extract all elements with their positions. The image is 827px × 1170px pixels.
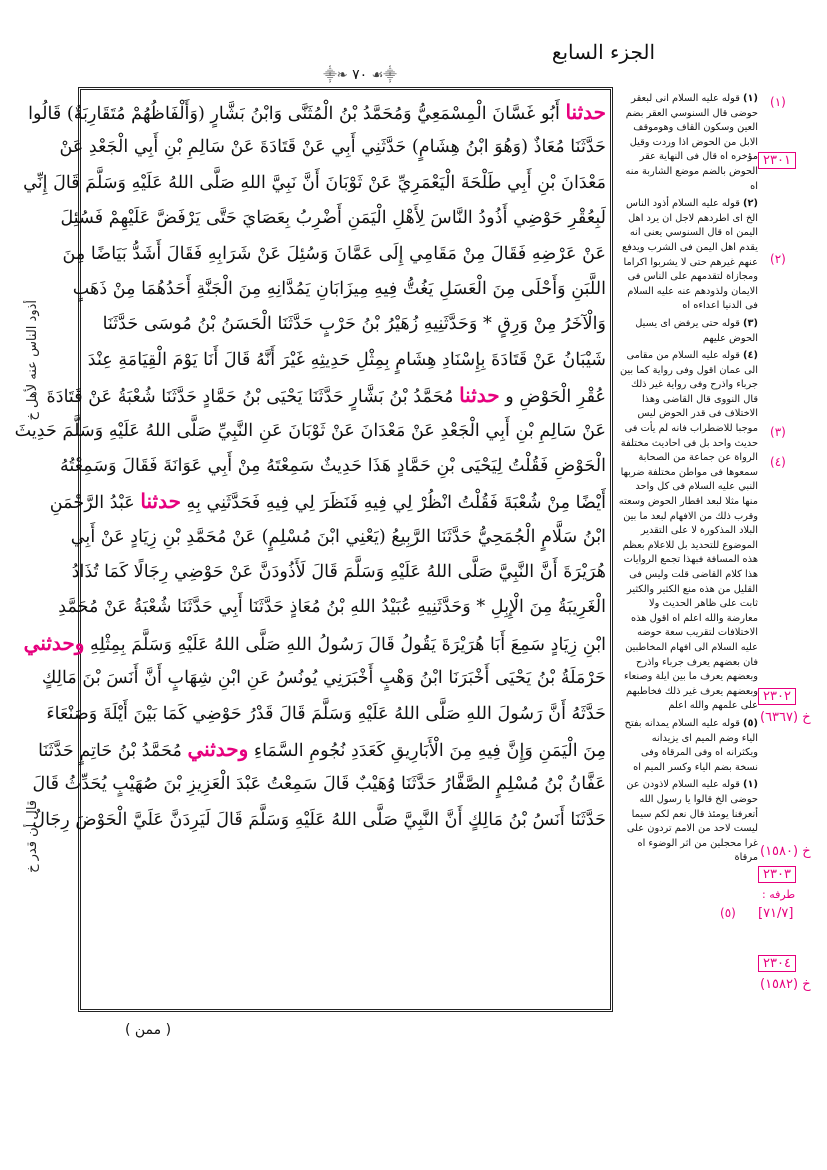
- tarfuh-label: طرفه :: [762, 888, 796, 901]
- notes-column: [618, 92, 758, 1102]
- text-line: لَبِعُقْرِ حَوْضِي أَذُودُ النَّاسَ لِأَهْلِ الْيَمَنِ أَضْرِبُ بِعَصَايَ حَتَّى يَرْفَضَّ عَلَيْهِمْ فَسُئِلَ: [60, 208, 606, 229]
- text-line: اللَّبَنِ وَأَحْلَى مِنَ الْعَسَلِ يَغُتُّ فِيهِ مِيزَابَانِ يَمُدَّانِهِ مِنَ الْجَنَّةِ أَحَدُهُمَا مِنْ ذَهَبٍ: [72, 278, 606, 299]
- note-ref-number: (٢): [770, 252, 786, 266]
- ornament-left-icon: ⸎❧: [323, 68, 348, 83]
- text-line: حَدَّثَهُ أَنَّ رَسُولَ اللهِ صَلَّى اللهُ عَلَيْهِ وَسَلَّمَ قَالَ قَدْرُ حَوْضِي كَمَا بَيْنَ أَيْلَةَ وَصَنْعَاءَ: [46, 703, 606, 724]
- note-ref-number: (٥): [720, 906, 736, 920]
- footnote-number: (٢): [743, 198, 758, 210]
- footnote-text: قوله عليه السلام أذود الناس الخ اى اطردهم لاجل ان يرد اهل اليمن اه قال السنوسي يعنى انه يقدم اهل اليمن فى الشرب ويدفع عنهم غيرهم حتى لا يشربوا اكراما ومجازاة لتقدمهم على الناس فى الايمان ولذودهم عنه عليه السلام فى الدنيا اعداءه اه: [622, 198, 758, 312]
- text-line: حَرْمَلَةُ بْنُ يَحْيَى أَخْبَرَنَا ابْنُ وَهْبٍ أَخْبَرَنِي يُونُسُ عَنِ ابْنِ شِهَابٍ أَنَّ أَنَسَ بْنَ مَالِكٍ: [41, 668, 606, 689]
- rubric-word: حدثنا: [140, 489, 181, 514]
- footnote: [618, 778, 758, 866]
- footnote-number: (٤): [743, 350, 758, 362]
- text-line: ابْنِ زِيَادٍ سَمِعَ أَبَا هُرَيْرَةَ يَقُولُ قَالَ رَسُولُ اللهِ صَلَّى اللهُ عَلَيْهِ وَسَلَّمَ بِمِثْلِهِ وحدثني: [23, 630, 606, 655]
- footnote-text: قوله عليه السلام لاذودن عن حوضى الخ قالوا يا رسول الله أتعرفنا يومئذ قال نعم لكم سيما ليست لاحد من الامم تردون على غرا محجلين من اثر الوضوء اه مرقاة: [626, 779, 758, 864]
- hadith-ref-box: ٢٣٠١: [758, 152, 796, 169]
- rubric-word: حدثنا: [565, 100, 606, 124]
- hadith-ref-box: ٢٣٠٤: [758, 955, 796, 972]
- footnote: [618, 717, 758, 775]
- rubric-word: حدثنا: [459, 383, 500, 408]
- hadith-ref-box: ٢٣٠٣: [758, 866, 796, 883]
- footnote-number: (٣): [743, 317, 758, 329]
- note-ref-number: (٣): [770, 425, 786, 439]
- rubric-word: وحدثني: [187, 737, 249, 762]
- text-line: أَيْضًا مِنْ شُعْبَةَ فَقُلْتُ انْظُرْ لِي فِيهِ فَنَظَرَ لِي فِيهِ فَحَدَّثَنِي بِهِ حدثنا عَبْدُ الرَّحْمَنِ: [49, 489, 606, 514]
- text-line: مَعْدَانَ بْنِ أَبِي طَلْحَةَ الْيَعْمَرِيِّ عَنْ ثَوْبَانَ أَنَّ نَبِيَّ اللهِ صَلَّى اللهُ عَلَيْهِ وَسَلَّمَ قَالَ إِنِّي: [23, 172, 606, 193]
- bukhari-ref: خ (١٥٨٠): [760, 844, 811, 859]
- footnote-text: قوله عليه السلام يمدانه بفتح الياء وضم الميم اى يزيدانه ويكثرانه اه وفى المرقاة وفى نسخة بضم الياء وكسر الميم اه: [624, 717, 758, 773]
- footnote: [618, 317, 758, 346]
- text-line: عَنْ سَالِمِ بْنِ أَبِي الْجَعْدِ عَنْ مَعْدَانَ عَنْ ثَوْبَانَ عَنِ النَّبِيِّ صَلَّى اللهُ عَلَيْهِ وَسَلَّمَ حَدِيثَ: [14, 420, 606, 441]
- book-title: الجزء السابع: [551, 40, 655, 64]
- footnote: [618, 197, 758, 314]
- text-line: وَالْآخَرُ مِنْ وَرِقٍ * وَحَدَّثَنِيهِ زُهَيْرُ بْنُ حَرْبٍ حَدَّثَنَا الْحَسَنُ بْنُ مُوسَى حَدَّثَنَا: [102, 314, 606, 335]
- side-note-left-top: أذود الناس عنه لأهل خ: [25, 300, 40, 421]
- text-line: حَدَّثَنَا مُعَاذٌ (وَهُوَ ابْنُ هِشَامٍ) حَدَّثَنِي أَبِي عَنْ قَتَادَةَ عَنْ سَالِمِ بْنِ أَبِي الْجَعْدِ عَنْ: [59, 137, 606, 158]
- note-ref-number: (١): [770, 95, 786, 109]
- text-line: عَفَّانُ بْنُ مُسْلِمٍ الصَّفَّارُ حَدَّثَنَا وُهَيْبٌ قَالَ سَمِعْتُ عَبْدَ الْعَزِيزِ بْنَ صُهَيْبٍ يُحَدِّثُ قَالَ: [32, 774, 606, 795]
- text-line: حَدَّثَنَا أَنَسُ بْنُ مَالِكٍ أَنَّ النَّبِيَّ صَلَّى اللهُ عَلَيْهِ وَسَلَّمَ قَالَ لَيَرِدَنَّ عَلَيَّ الْحَوْضَ رِجَالٌ: [32, 809, 606, 830]
- text-line: عَنْ عَرْضِهِ فَقَالَ مِنْ مَقَامِي إِلَى عَمَّانَ وَسُئِلَ عَنْ شَرَابِهِ فَقَالَ أَشَدُّ بَيَاضًا مِنَ: [62, 243, 606, 264]
- footnote: [618, 349, 758, 714]
- text-line: مِنَ الْيَمَنِ وَإِنَّ فِيهِ مِنَ الْأَبَارِيقِ كَعَدَدِ نُجُومِ السَّمَاءِ وحدثني مُحَمَّدُ بْنُ حَاتِمٍ حَدَّثَنَا: [38, 737, 606, 762]
- text-line: هُرَيْرَةَ أَنَّ النَّبِيَّ صَلَّى اللهُ عَلَيْهِ وَسَلَّمَ قَالَ لَأَذُودَنَّ عَنْ حَوْضِي رِجَالًا كَمَا تُذَادُ: [71, 562, 606, 583]
- note-ref-number: (٤): [770, 455, 786, 469]
- hadith-ref-box: ٢٣٠٢: [758, 688, 796, 705]
- footnote-number: (٥): [743, 717, 758, 729]
- rubric-word: وحدثني: [23, 630, 85, 655]
- text-line: الْغَرِيبَةُ مِنَ الْإِبِلِ * وَحَدَّثَنِيهِ عُبَيْدُ اللهِ بْنُ مُعَاذٍ حَدَّثَنَا أَبِي حَدَّثَنَا شُعْبَةُ عَنْ مُحَمَّدِ: [58, 597, 606, 618]
- footnote: [618, 92, 758, 194]
- page-number: [300, 65, 420, 85]
- tarfuh-ref: [٧١/٧]: [758, 906, 794, 921]
- bukhari-ref: خ (١٥٨٢): [760, 977, 811, 992]
- footnote-number: (١): [743, 93, 758, 104]
- text-line: حدثنا أَبُو غَسَّانَ الْمِسْمَعِيُّ وَمُحَمَّدُ بْنُ الْمُثَنَّى وَابْنُ بَشَّارٍ (وَأَلْفَاظُهُمْ مُتَقَارِبَةٌ) قَالُوا: [28, 100, 606, 124]
- footnote-text: قوله عليه السلام من مقامى الى عمان اقول وفى رواية كما بين جرباء واذرح وفى رواية غير ذلك قال النووى قال القاضى وهذا الاختلاف فى قدر الحوض ليس موجبا للاضطراب فانه لم يأت فى حديث واحد بل فى احاديث مختلفة الرواة عن جماعة من الصحابة سمعوها فى مواطن مختلفة ضربها النبي عليه السلام فى كل واحد منها مثلا لبعد اقطار الحوض وسعته وقرب ذلك من الافهام لبعد ما بين البلاد المذكورة لا على التقدير الموضوع للتحديد بل للاعلام بعظم هذه المسافة فبهذا تجمع الروايات هذا كلام القاضى قلت وليس فى القليل من هذه منع الكثير والكثير ثابت على ظاهر الحديث ولا معارضة والله اعلم اه اقول هذه الاختلافات لتقريب سعة حوضه عليه السلام الى افهام المخاطبين فان بعضهم يعرف جرباء واذرح وبعضهم يعرف ما بين ايلة وصنعاء وبعضهم يعرف غير ذلك فخاطبهم على علمهم والله اعلم: [618, 350, 758, 712]
- catchword-footer: ( ممن ): [124, 1022, 172, 1038]
- text-line: ابْنُ سَلَّامٍ الْجُمَحِيُّ حَدَّثَنَا الرَّبِيعُ (يَعْنِي ابْنَ مُسْلِمٍ) عَنْ مُحَمَّدِ بْنِ زِيَادٍ عَنْ أَبِي: [70, 526, 606, 547]
- text-line: عُقْرِ الْحَوْضِ و حدثنا مُحَمَّدُ بْنُ بَشَّارٍ حَدَّثَنَا يَحْيَى بْنُ حَمَّادٍ حَدَّثَنَا شُعْبَةُ عَنْ قَتَادَةَ: [46, 383, 606, 408]
- ornament-right-icon: ☙⸎: [371, 68, 397, 83]
- side-note-left-bottom: قال أن قدر خ: [25, 800, 40, 873]
- footnote-number: (١): [743, 779, 758, 791]
- footnote-text: قوله عليه السلام انى لبعقر حوضى قال السنوسي العقر بضم العين وسكون القاف وهوموقف الابل من الحوض اذا وردت وقيل مؤخره اه قال فى النهاية عقر الحوض بالضم موضع الشاربة منه اه: [625, 93, 758, 192]
- text-line: شَيْبَانُ عَنْ قَتَادَةَ بِإِسْنَادِ هِشَامٍ بِمِثْلِ حَدِيثِهِ غَيْرَ أَنَّهُ قَالَ أَنَا يَوْمَ الْقِيَامَةِ عِنْدَ: [87, 349, 606, 370]
- footnote-text: قوله حتى يرفض اى يسيل الحوض عليهم: [635, 317, 758, 344]
- bukhari-ref: خ (٦٣٦٧): [760, 710, 811, 725]
- page-number-text: ٧٠: [352, 67, 368, 83]
- text-line: الْحَوْضِ فَقُلْتُ لِيَحْيَى بْنِ حَمَّادٍ هَذَا حَدِيثٌ سَمِعْتَهُ مِنْ أَبِي عَوَانَةَ فَقَالَ وَسَمِعْتُهُ: [59, 455, 606, 476]
